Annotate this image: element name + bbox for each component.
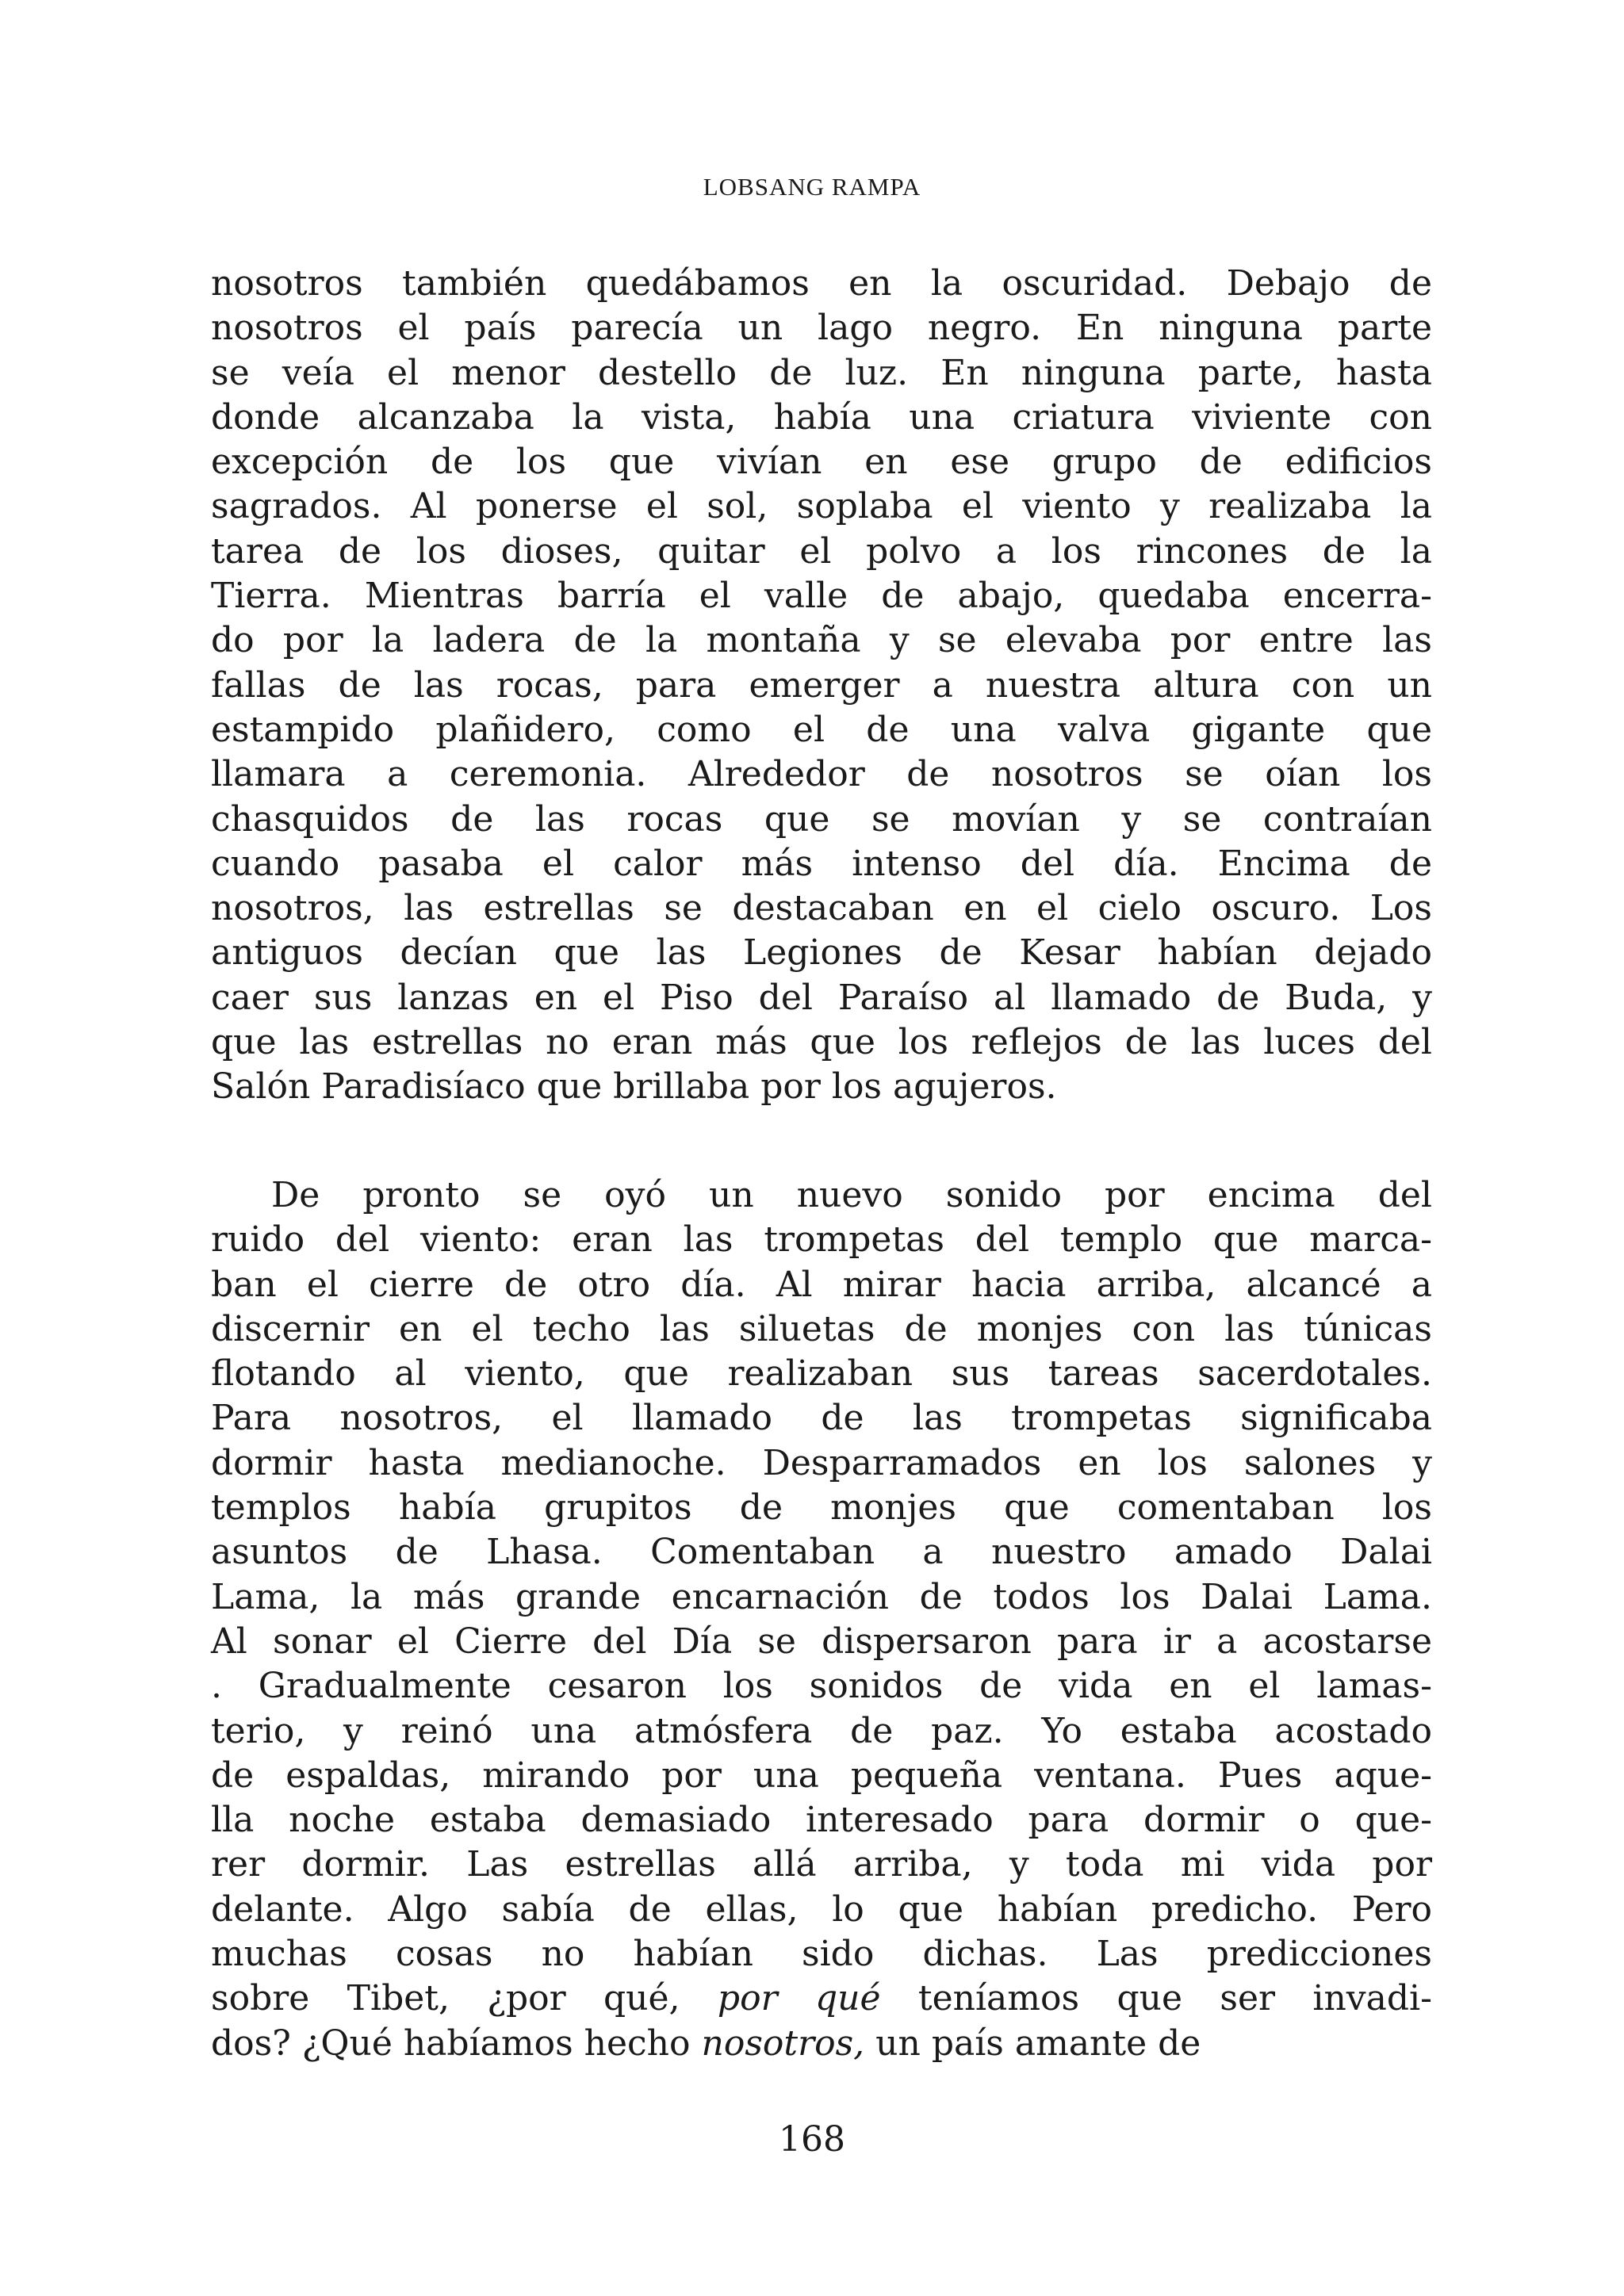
text-line: . Gradualmente cesaron los sonidos de vida en el lamas- <box>211 1666 1432 1707</box>
text-line: ban el cierre de otro día. Al mirar hacia arriba, alcancé a <box>211 1264 1432 1305</box>
text-line: asuntos de Lhasa. Comentaban a nuestro amado Dalai <box>211 1532 1432 1573</box>
page-number: 168 <box>779 2119 845 2160</box>
running-head: LOBSANG RAMPA <box>703 173 921 201</box>
text-run: teníamos que ser invadi- <box>880 1978 1432 2019</box>
paragraph-2 <box>211 1173 1432 2066</box>
text-line: ruido del viento: eran las trompetas del templo que marca- <box>211 1219 1432 1261</box>
text-run: sobre Tibet, ¿por qué, <box>211 1978 718 2019</box>
text-line: fallas de las rocas, para emerger a nuestra altura con un <box>211 664 1432 706</box>
text-line: Lama, la más grande encarnación de todos los Dalai Lama. <box>211 1576 1432 1617</box>
text-line: Salón Paradisíaco que brillaba por los agujeros. <box>211 1066 1057 1108</box>
text-line: nosotros también quedábamos en la oscuridad. Debajo de <box>211 263 1432 304</box>
text-line: delante. Algo sabía de ellas, lo que habían predicho. Pero <box>211 1888 1432 1930</box>
text-line: nosotros, las estrellas se destacaban en el cielo oscuro. Los <box>211 888 1432 929</box>
text-line: de espaldas, mirando por una pequeña ventana. Pues aque- <box>211 1755 1432 1796</box>
text-line: se veía el menor destello de luz. En ninguna parte, hasta <box>211 352 1432 393</box>
text-line: flotando al viento, que realizaban sus tareas sacerdotales. <box>211 1353 1432 1395</box>
text-line: que las estrellas no eran más que los reflejos de las luces del <box>211 1022 1432 1063</box>
emphasis-text: por qué <box>717 1978 881 2019</box>
text-line: Tierra. Mientras barría el valle de abajo, quedaba encerra- <box>211 576 1432 617</box>
emphasis-text: nosotros, <box>701 2022 865 2064</box>
text-line: rer dormir. Las estrellas allá arriba, y toda mi vida por <box>211 1844 1432 1885</box>
text-run: un país amante de <box>864 2022 1201 2064</box>
text-line: templos había grupitos de monjes que comentaban los <box>211 1487 1432 1529</box>
text-line: estampido plañidero, como el de una valva gigante que <box>211 709 1432 750</box>
text-line: De pronto se oyó un nuevo sonido por encima del <box>271 1175 1432 1215</box>
text-line: nosotros el país parecía un lago negro. En ninguna parte <box>211 308 1432 349</box>
text-line: sagrados. Al ponerse el sol, soplaba el viento y realizaba la <box>211 486 1432 527</box>
text-line: caer sus lanzas en el Piso del Paraíso al llamado de Buda, y <box>211 977 1432 1018</box>
text-line: chasquidos de las rocas que se movían y se contraían <box>211 798 1432 840</box>
text-line: lla noche estaba demasiado interesado para dormir o que- <box>211 1800 1432 1841</box>
paragraph-1 <box>211 262 1432 1110</box>
text-line: discernir en el techo las siluetas de monjes con las túnicas <box>211 1308 1432 1349</box>
text-line: do por la ladera de la montaña y se elevaba por entre las <box>211 620 1432 661</box>
text-line: Al sonar el Cierre del Día se dispersaron para ir a acostarse <box>211 1621 1432 1662</box>
text-line <box>211 2022 1432 2066</box>
text-line: antiguos decían que las Legiones de Kesar habían dejado <box>211 932 1432 974</box>
text-line: cuando pasaba el calor más intenso del día. Encima de <box>211 843 1432 884</box>
text-line: tarea de los dioses, quitar el polvo a los rincones de la <box>211 530 1432 572</box>
text-line: muchas cosas no habían sido dichas. Las predicciones <box>211 1934 1432 1975</box>
text-line: llamara a ceremonia. Alrededor de nosotros se oían los <box>211 754 1432 795</box>
text-run: dos? ¿Qué habíamos hecho <box>211 2022 702 2064</box>
text-line: donde alcanzaba la vista, había una criatura viviente con <box>211 396 1432 438</box>
text-line: dormir hasta medianoche. Desparramados en los salones y <box>211 1442 1432 1483</box>
text-line <box>211 1976 1432 2021</box>
text-line: excepción de los que vivían en ese grupo de edificios <box>211 442 1432 483</box>
text-line: Para nosotros, el llamado de las trompetas significaba <box>211 1398 1432 1439</box>
text-line: terio, y reinó una atmósfera de paz. Yo estaba acostado <box>211 1710 1432 1751</box>
